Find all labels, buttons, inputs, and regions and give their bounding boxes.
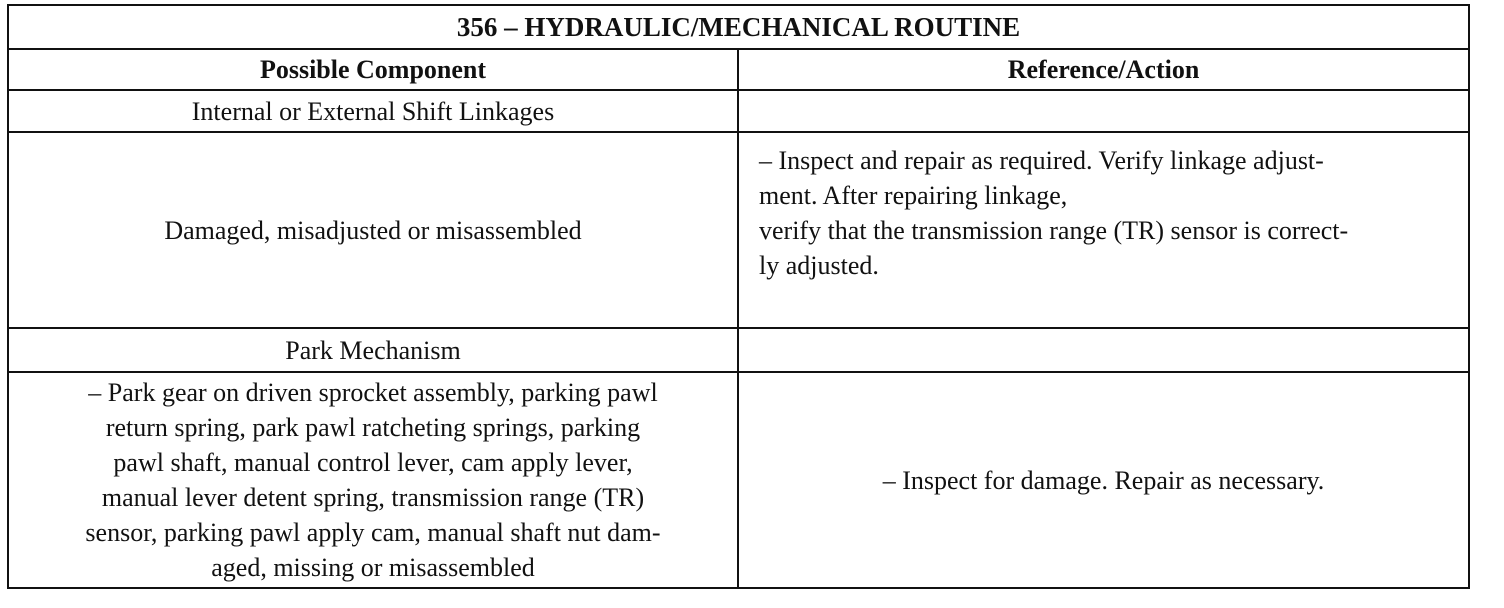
component-cell: [8, 372, 738, 588]
component-text-line: manual lever detent spring, transmission range (TR): [101, 483, 645, 512]
action-text-line: – Inspect and repair as required. Verify linkage adjust-: [759, 146, 1324, 175]
header-row: [8, 49, 1469, 90]
header-possible-component: Possible Component: [8, 49, 738, 90]
action-cell: [738, 90, 1469, 132]
component-text-line: return spring, park pawl ratcheting springs, parking: [105, 413, 641, 442]
routine-table: [7, 4, 1470, 589]
table-row: [8, 372, 1469, 588]
action-text-line: ment. After repairing linkage,: [759, 181, 1068, 210]
table-row: [8, 90, 1469, 132]
header-reference-action: Reference/Action: [738, 49, 1469, 90]
action-cell: – Inspect for damage. Repair as necessary.: [738, 372, 1469, 588]
component-cell: Park Mechanism: [8, 328, 738, 372]
component-cell: Internal or External Shift Linkages: [8, 90, 738, 132]
component-text-line: aged, missing or misassembled: [211, 553, 535, 582]
component-text-line: sensor, parking pawl apply cam, manual shaft nut dam-: [85, 518, 661, 547]
component-text-line: pawl shaft, manual control lever, cam apply lever,: [113, 448, 633, 477]
action-cell: [738, 132, 1469, 328]
action-text-line: ly adjusted.: [759, 251, 879, 280]
component-cell: Damaged, misadjusted or misassembled: [8, 132, 738, 328]
action-cell: [738, 328, 1469, 372]
table-row: [8, 328, 1469, 372]
table-title: 356 – HYDRAULIC/MECHANICAL ROUTINE: [8, 5, 1469, 49]
table-row: [8, 132, 1469, 328]
action-text-line: verify that the transmission range (TR) sensor is correct-: [759, 216, 1349, 245]
title-row: [8, 5, 1469, 49]
component-text-line: – Park gear on driven sprocket assembly, parking pawl: [88, 378, 658, 407]
